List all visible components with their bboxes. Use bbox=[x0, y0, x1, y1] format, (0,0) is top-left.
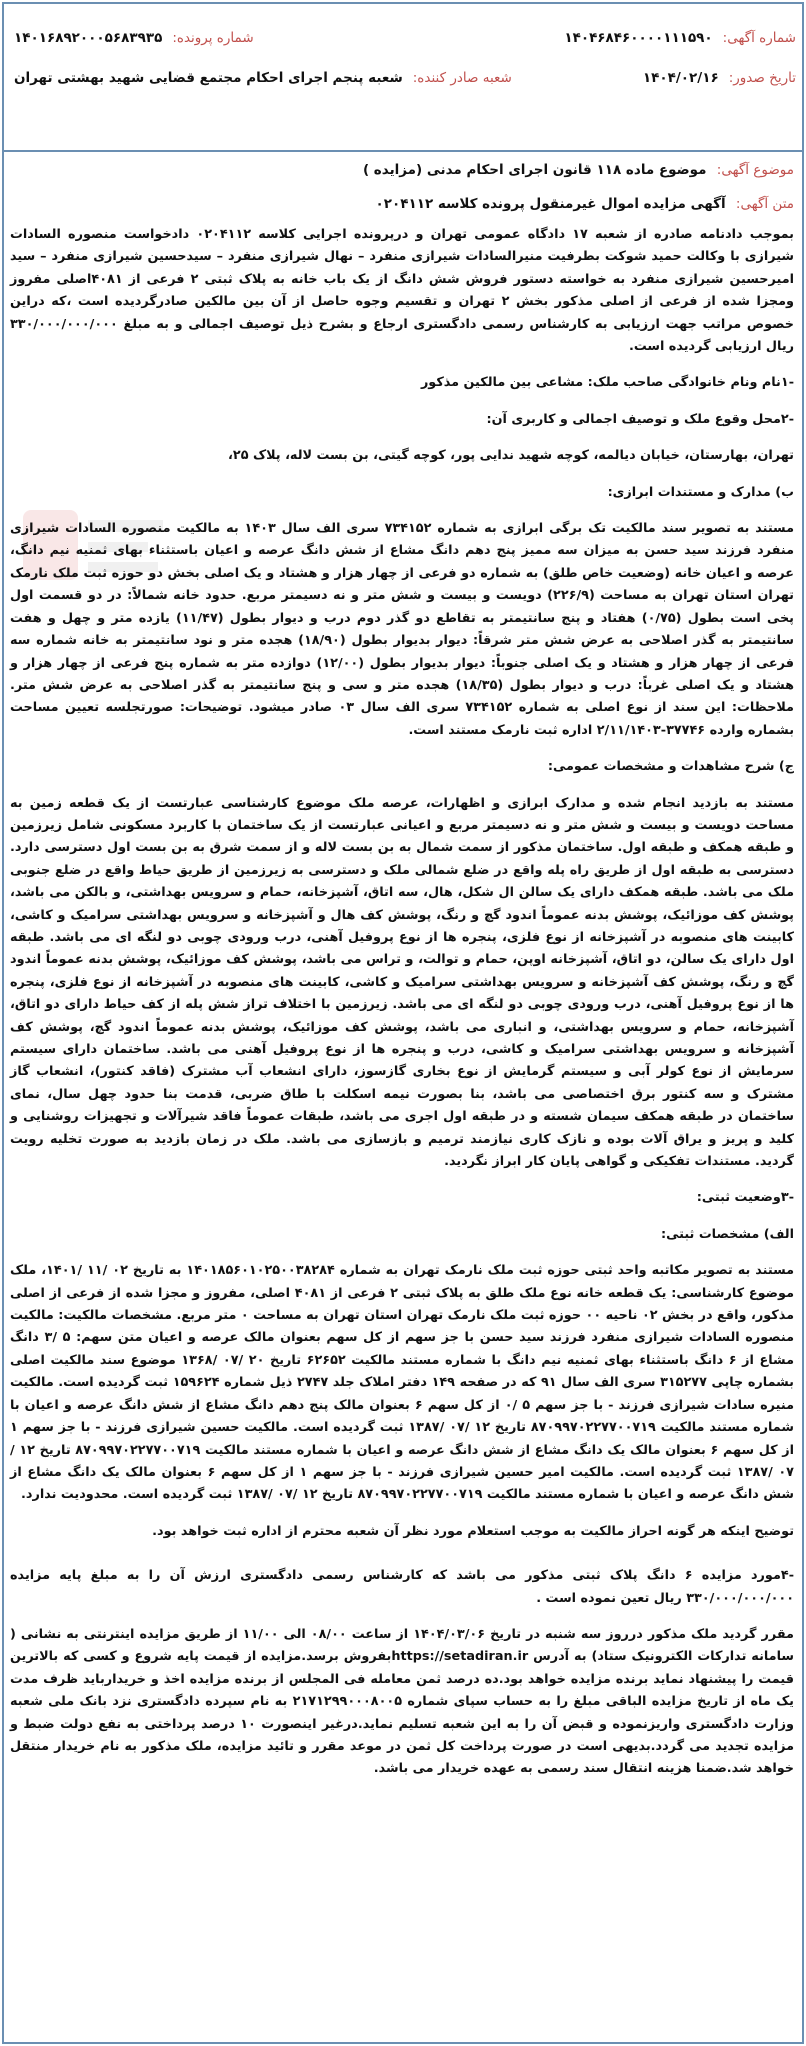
text-title-line bbox=[10, 194, 794, 214]
section-registration: -۳وضعیت ثبتی: bbox=[696, 1190, 794, 1206]
subject-value: موضوع ماده ۱۱۸ قانون اجرای احکام مدنی (مزایده ) bbox=[362, 162, 707, 178]
section-registration-details: الف) مشخصات ثبتی: bbox=[661, 1226, 794, 1242]
header-divider bbox=[2, 150, 804, 152]
auction-item-paragraph: -۴مورد مزایده ۶ دانگ پلاک ثبتی مذکور می باشد که کارشناس رسمی دادگستری ارزش آن را به مبلغ پایه مزایده ۳۳۰/۰۰۰/۰۰۰/۰۰۰ ریال تعین نموده است . bbox=[10, 1568, 794, 1606]
section-owner: -۱نام ونام خانوادگی صاحب ملک: مشاعی بین مالکین مذکور bbox=[420, 375, 794, 391]
ad-content bbox=[10, 160, 794, 1781]
subject-line bbox=[10, 160, 794, 180]
text-title: آگهی مزایده اموال غیرمنقول پرونده کلاسه ۰۲۰۴۱۱۲ bbox=[375, 196, 726, 212]
header-row-date bbox=[0, 70, 806, 86]
section-observations: ج) شرح مشاهدات و مشخصات عمومی: bbox=[547, 759, 794, 775]
address-line: تهران، بهارستان، خیابان دیالمه، کوچه شهید ندایی پور، کوچه گیتی، بن بست لاله، پلاک ۲۵، bbox=[228, 448, 794, 464]
subject-label: موضوع آگهی: bbox=[716, 162, 794, 178]
registration-paragraph: مستند به تصویر مکاتبه واحد ثبتی حوزه ثبت ملک نارمک تهران به شماره ۱۴۰۱۸۵۶۰۱۰۲۵۰۰۳۸۲۸۴ به تاریخ ۰۲ /۱۱ /۱۴۰۱، ملک موضوع کارشناسی: یک قطعه خانه نوع ملک طلق به پلاک ثبتی ۲ فرعی از ۴۰۸۱ اصلی، مفروز و مجزا شده از فرعی از اصلی مذکور، واقع در بخش ۰۲ ناحیه ۰۰ حوزه ثبت ملک نارمک تهران استان تهران به مساحت ۰ متر مربع. مشخصات مالکیت: مالکیت منصوره السادات شیرازی منفرد فرزند سید حسن با جز سهم از کل سهم بعنوان مالک عرصه و اعیان متن سهم: ۵ /۳ دانگ مشاع از ۶ دانگ باستثناء بهای ثمنیه نیم دانگ با شماره مستند مالکیت ۶۲۶۵۲ تاریخ ۲۰ /۰۷ /۱۳۶۸ موضوع سند مالکیت اصلی بشماره چاپی ۳۱۵۲۷۷ سری الف سال ۹۱ که در صفحه ۱۴۹ دفتر املاک جلد ۲۷۴۷ ذیل شماره ۱۵۹۶۲۴ ثبت گردیده است. مالکیت منیره سادات شیرازی فرزند - با جز سهم ۵ /۰ از کل سهم ۶ بعنوان مالک پنج دهم دانگ مشاع از شش دانگ عرصه و اعیان با شماره مستند مالکیت ۸۷۰۹۹۷۰۲۲۷۷۰۰۷۱۹ تاریخ ۱۲ /۰۷ /۱۳۸۷ ثبت گردیده است. مالکیت حسین شیرازی فرزند - با جز سهم ۱ از کل سهم ۶ بعنوان مالک یک دانگ مشاع از شش دانگ عرصه و اعیان با شماره مستند مالکیت ۸۷۰۹۹۷۰۲۲۷۷۰۰۷۱۹ تاریخ ۱۲ /۰۷ /۱۳۸۷ ثبت گردیده است. مالکیت امیر حسین شیرازی فرزند - با جز سهم ۱ از کل سهم ۶ بعنوان مالک یک دانگ مشاع از شش دانگ عرصه و اعیان با شماره مستند مالکیت ۸۷۰۹۹۷۰۲۲۷۷۰۰۷۱۹ تاریخ ۱۲ /۰۷ /۱۳۸۷ ثبت گردیده است. محدودیت ندارد. bbox=[10, 1263, 795, 1503]
auction-terms-paragraph: مقرر گردید ملک مذکور درروز سه شنبه در تاریخ ۱۴۰۴/۰۳/۰۶ از ساعت ۰۸/۰۰ الی ۱۱/۰۰ از طریق مزایده اینترنتی به نشانی ( سامانه تدارکات الکترونیک ستاد) به آدرس https://setadiran.irبفروش برسد.مزایده از قیمت پایه شروع و کسی که بالاترین قیمت را پیشنهاد نماید برنده مزایده خواهد بود.ده درصد ثمن معامله فی المجلس از برنده مزایده اخذ و خریدارباید ظرف مدت یک ماه از تاریخ مزایده الباقی مبلغ را به حساب سپای شماره ۲۱۷۱۲۹۹۰۰۰۸۰۰۵ به نام سپرده دادگستری نزد بانک ملی شعبه وزارت دادگستری واریزنموده و قبض آن را به این شعبه تسلیم نماید.درغیر اینصورت ۱۰ درصد پرداختی به نفع دولت ضبط و مزایده تجدید می گردد.بدیهی است در صورت پرداخت کل ثمن در موعد مقرر و تائید مزایده، ملک مذکور به نام خریدار منتقل خواهد شد.ضمنا هزینه انتقال سند رسمی به عهده خریدار می باشد. bbox=[10, 1626, 795, 1777]
ad-header bbox=[0, 0, 806, 146]
issue-date-label: تاریخ صدور: bbox=[728, 70, 796, 86]
text-label: متن آگهی: bbox=[735, 196, 794, 212]
case-number-group bbox=[14, 30, 254, 46]
documents-paragraph: مستند به تصویر سند مالکیت تک برگی ابرازی به شماره ۷۳۴۱۵۲ سری الف سال ۱۴۰۳ به مالکیت منصوره السادات شیرازی منفرد فرزند سید حسن به میزان سه ممیز پنج دهم دانگ مشاع از شش دانگ عرصه و اعیان باستثناء بهای ثمنیه نیم دانگ، عرصه و اعیان خانه (وضعیت خاص طلق) به شماره دو فرعی از چهار هزار و هشتاد و یک اصلی بخش دو حوزه ثبت ملک نارمک تهران استان تهران به مساحت (۲۲۶/۹) دویست و بیست و شش متر و نه دسیمتر مربع. حدود خانه شمالاً: در دو قسمت اول پخی است بطول (۰/۷۵) هفتاد و پنج سانتیمتر به تقاطع دو گذر دوم درب و دیوار بطول (۱۱/۴۷) یازده متر و چهل و هفت سانتیمتر به گذر اصلاحی به عرض شش متر شرقاً: دیوار بدیوار بطول (۱۸/۹۰) هجده متر و نود سانتیمتر به خانه شماره سه فرعی از چهار هزار و هشتاد و یک اصلی جنوباً: دیوار بدیوار بطول (۱۲/۰۰) دوازده متر به شماره پنج فرعی از چهار هزار و هشتاد و یک اصلی غرباً: درب و دیوار بطول (۱۸/۳۵) هجده متر و سی و پنج سانتیمتر به گذر اصلاحی به عرض شش متر. ملاحظات: این سند از نوع اصلی به شماره ۷۳۴۱۵۲ سری الف سال ۰۳ صادر میشود. توضیحات: صورتجلسه تعیین مساحت بشماره وارده ۳۷۷۴۶-۲/۱۱/۱۴۰۳ اداره ثبت نارمک مستند است. bbox=[10, 521, 794, 738]
issue-date-group bbox=[643, 70, 796, 86]
issuer-value: شعبه پنجم اجرای احکام مجتمع قضایی شهید بهشتی تهران bbox=[14, 70, 403, 86]
case-number-label: شماره پرونده: bbox=[172, 30, 254, 46]
intro-paragraph: بموجب دادنامه صادره از شعبه ۱۷ دادگاه عمومی تهران و درپرونده اجرایی کلاسه ۰۲۰۴۱۱۲ دادخواست منصوره السادات شیرازی با وکالت حمید شوکت بطرفیت منیرالسادات شیرازی منفرد – نهال شیرازی منفرد – سیدحسین شیرازی منفرد – سید امیرحسین شیرازی منفرد به خواسته دستور فروش شش دانگ از یک باب خانه به پلاک ثبتی ۲ فرعی از ۴۰۸۱اصلی مفروز ومجزا شده از فرعی از اصلی مذکور بخش ۲ تهران و تقسیم وجوه حاصل از آن بین مالکین صادرگردیده است ،که دراین خصوص مراتب جهت ارزیابی به کارشناس رسمی دادگستری ارجاع و بشرح ذیل توصیف اجمالی و به مبلغ ۳۳۰/۰۰۰/۰۰۰/۰۰۰ ریال ارزیابی گردیده است. bbox=[10, 227, 795, 355]
ad-number-group bbox=[564, 30, 796, 46]
observations-paragraph: مستند به بازدید انجام شده و مدارک ابرازی و اظهارات، عرصه ملک موضوع کارشناسی عبارتست از یک قطعه زمین به مساحت دویست و بیست و شش متر و نه دسیمتر مربع و اعیانی عبارتست از یک ساختمان با کاربرد مسکونی شامل زیرزمین و طبقه همکف و طبقه اول. ساختمان مذکور از سمت شمال به بن بست لاله و از سمت شرق به بن بست اول دسترسی دارد. دسترسی به طبقه اول از طریق راه پله واقع در ضلع شمالی ملک و دسترسی به زیرزمین از طریق حیاط واقع در ضلع جنوبی ملک می باشد. طبقه همکف دارای یک سالن ال شکل، هال، سه اتاق، آشپزخانه، حمام و سرویس بهداشتی، و بالکن می باشد، پوشش کف موزائیک، پوشش بدنه عموماً اندود گچ و رنگ، پوشش کف هال و آشپزخانه و سرویس بهداشتی سرامیک و کاشی، کابینت های منصوبه در آشپزخانه از نوع فلزی، پنجره ها از نوع پروفیل آهنی، درب ورودی چوبی دو لنگه ای می باشد. طبقه اول دارای یک سالن، دو اتاق، آشپزخانه اوپن، حمام و توالت، و تراس می باشد، پوشش کف موزائیک، پوشش بدنه عموماً اندود گچ و رنگ، پوشش کف آشپزخانه و سرویس بهداشتی سرامیک و کاشی، کابینت های منصوبه در آشپزخانه از نوع فلزی، پنجره ها از نوع پروفیل آهنی، درب ورودی چوبی دو لنگه ای می باشد. زیرزمین با اختلاف تراز شش پله از کف حیاط دارای دو اتاق، آشپزخانه، حمام و سرویس بهداشتی، و انباری می باشد، پوشش کف موزائیک، پوشش بدنه عموماً اندود گچ، پوشش کف آشپزخانه و سرویس بهداشتی سرامیک و کاشی، درب و پنجره ها از نوع پروفیل آهنی می باشد. ساختمان دارای سیستم سرمایش از نوع کولر آبی و سیستم گرمایش از نوع بخاری گازسوز، دارای انشعاب آب مشترک (فاقد کنتور)، انشعاب گاز مشترک و سه کنتور برق اختصاصی می باشد، بنا بصورت نیمه اسکلت با طاق ضربی، قدمت بنا حدود چهل سال، نمای ساختمان در طبقه همکف سیمان شسته و در طبقه اول اجری می باشد، طبقات عموماً فاقد شیرآلات و تجهیزات روشنایی و کلید و پریز و یراق آلات بوده و نازک کاری نیازمند ترمیم و بازسازی می باشد. ملک در زمان بازدید به صورت تخلیه رویت گردید. مستندات تفکیکی و گواهی پایان کار ابراز نگردید. bbox=[10, 795, 794, 1170]
issue-date-value: ۱۴۰۴/۰۲/۱۶ bbox=[642, 70, 719, 86]
section-location: -۲محل وقوع ملک و توصیف اجمالی و کاربری آن: bbox=[486, 411, 794, 427]
note-paragraph: توضیح اینکه هر گونه احراز مالکیت به موجب استعلام مورد نظر آن شعبه محترم از اداره ثبت خواهد بود. bbox=[152, 1523, 794, 1539]
ad-number-label: شماره آگهی: bbox=[722, 30, 796, 46]
issuer-label: شعبه صادر کننده: bbox=[412, 70, 512, 86]
case-number-value: ۱۴۰۱۶۸۹۲۰۰۰۵۶۸۳۹۳۵ bbox=[14, 30, 163, 46]
section-documents: ب) مدارک و مستندات ابرازی: bbox=[607, 484, 794, 500]
issuer-group bbox=[14, 70, 512, 86]
header-row-numbers bbox=[0, 30, 806, 46]
ad-number-value: ۱۴۰۴۶۸۴۶۰۰۰۰۱۱۱۵۹۰ bbox=[564, 30, 713, 46]
